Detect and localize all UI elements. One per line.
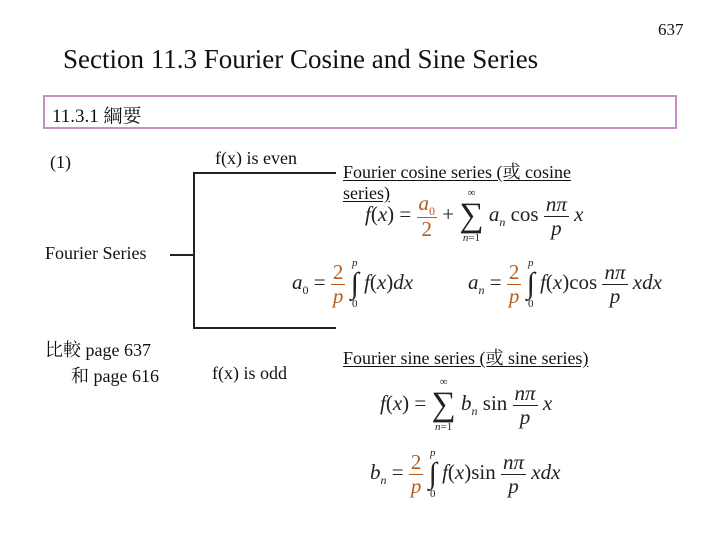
sine-series-line (343, 344, 588, 370)
section-heading: 11.3.1 綱要 (52, 106, 142, 127)
a0-formula: $a_0$ = $\frac{2}{p}$ p ∫ 0 f(x)dx (292, 257, 414, 310)
tree-branch-stub (170, 254, 194, 256)
item-label: (1) (50, 152, 71, 172)
tree-trunk (193, 172, 195, 328)
bn-formula: $b_n$ = $\frac{2}{p}$ p ∫ 0 f(x)sin $\frac{n\pi}{p}$ xdx (370, 447, 561, 500)
cosine-series-line-1 (343, 158, 571, 184)
an-formula: $a_n$ = $\frac{2}{p}$ p ∫ 0 f(x)cos $\frac{n\pi}{p}$ xdx (468, 257, 662, 310)
fourier-series-label: Fourier Series (45, 243, 147, 263)
cosine-series-text-2: series) (343, 183, 390, 203)
page-title: Section 11.3 Fourier Cosine and Sine Series (63, 44, 539, 74)
compare-line-2: 和 page 616 (71, 366, 159, 386)
sine-series-text: Fourier sine series (或 sine series) (343, 348, 589, 368)
tree-bottom-branch (193, 327, 336, 329)
cosine-series-text-1: Fourier cosine series (或 cosine (343, 162, 571, 182)
even-label: f(x) is even (215, 148, 297, 168)
odd-label: f(x) is odd (212, 363, 287, 383)
sine-series-formula: f(x) = ∞ ∑ n=1 $b_n$ sin $\frac{n\pi}{p}$ x (380, 376, 553, 433)
compare-line-1: 比較 page 637 (45, 340, 151, 360)
page-number: 637 (658, 20, 684, 39)
cosine-series-formula: f(x) = $\frac{a_0}{2}$ + ∞ ∑ n=1 $a_n$ cos $\frac{n\pi}{p}$ x (365, 187, 584, 244)
tree-top-branch (193, 172, 336, 174)
